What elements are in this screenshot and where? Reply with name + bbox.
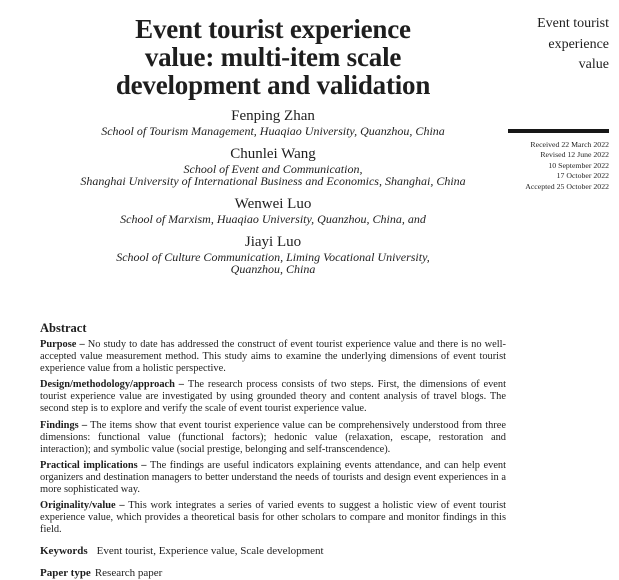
author-block [40,196,506,225]
main-column [40,0,506,275]
history-divider-rule [508,129,609,133]
history-date-line: Revised 12 June 2022 [540,150,609,160]
author-affiliation-line: School of Event and Communication, [183,162,363,176]
abstract-section-design [40,379,506,415]
author-list [40,108,506,275]
running-head-line: Event tourist [537,16,609,31]
history-date-line: 10 September 2022 [548,160,609,170]
section-label: Practical implications – [40,459,151,471]
section-label: Design/methodology/approach – [40,379,188,391]
abstract-heading: Abstract [40,321,87,335]
keywords-value: Event tourist, Experience value, Scale development [96,545,324,558]
section-label: Findings – [40,419,91,431]
author-name: Chunlei Wang [230,146,316,162]
author-name: Jiayi Luo [244,234,302,250]
running-head-line: experience [548,36,609,52]
article-title-line: Event tourist experience [135,14,411,44]
abstract-section-purpose [40,339,506,375]
section-text: This work integrates a series of varied events to suggest a holistic view of event tourist experience value, which provides a theoretical basis for other scholars to compare and monitor findings in this field. [40,500,507,536]
section-text: No study to date has addressed the construct of event tourist experience value and there is no well-accepted value measurement method. This study aims to examine the underlying dimensions of event tourist experience value from a holistic perspective. [40,339,507,375]
paper-type-label: Paper type [40,567,91,580]
running-head [489,14,609,76]
abstract-section-practical-implications [40,460,506,496]
history-date-line: Accepted 25 October 2022 [525,181,609,191]
author-block [40,146,506,187]
running-head-line: value [578,57,609,72]
history-date-line: 17 October 2022 [556,171,609,181]
author-name: Fenping Zhan [231,108,315,124]
author-block [40,108,506,137]
author-affiliation-line: Quanzhou, China [230,262,316,276]
author-affiliation-line: School of Tourism Management, Huaqiao University, Quanzhou, China [101,124,445,138]
author-name: Wenwei Luo [234,196,312,212]
label-separator: – [137,459,151,471]
section-text: The research process consists of two steps. First, the dimensions of event tourist experience value are investigated by using grounded theory and content analysis of travel blogs. The second step is to explore and verify the scale of event tourist experience value. [40,379,506,415]
author-affiliation-line: Shanghai University of International Business and Economics, Shanghai, China [80,174,466,188]
paper-type-row [40,567,506,580]
author-block [40,234,506,275]
article-history [489,140,609,193]
section-label: Purpose – [40,339,88,350]
section-text: The findings are useful indicators explaining events attendance, and can help event organizers and destination managers to better understand the needs of tourists and design event experiences in a more sophisticated way. [40,459,507,496]
side-column [489,14,609,192]
abstract-section-findings [40,420,506,456]
history-date-line: Received 22 March 2022 [530,139,609,149]
article-title-line: development and validation [115,70,431,100]
label-separator: – [174,379,188,391]
section-text: The items show that event tourist experience value can be comprehensively understood from three dimensions: functional value (functional factors); hedonic value (relaxation, escape, restoration and interaction); and symbolic value (social prestige, belonging and self-transcendence). [40,419,506,455]
author-affiliation-line: School of Culture Communication, Liming Vocational University, [116,250,430,264]
abstract-section-originality [40,500,506,536]
keywords-row [40,545,506,558]
label-separator: – [78,419,91,431]
keywords-label: Keywords [40,545,88,558]
author-affiliation-line: School of Marxism, Huaqiao University, Quanzhou, China, and [120,212,426,226]
label-separator: – [115,500,129,512]
paper-type-value: Research paper [94,567,163,580]
abstract-block [40,321,506,580]
label-separator: – [76,339,88,350]
section-label: Originality/value – [40,500,129,512]
article-title-line: value: multi-item scale [144,42,402,72]
article-title [40,15,506,99]
